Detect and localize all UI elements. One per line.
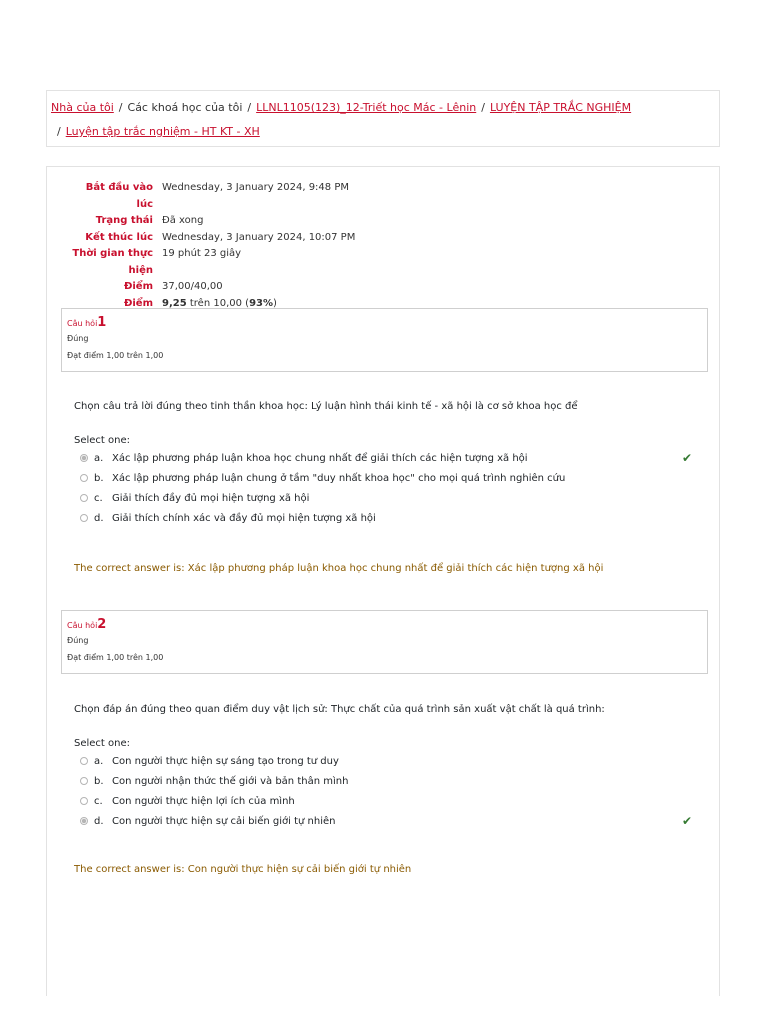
grade-text-end: ) — [273, 297, 277, 309]
answer-option-d[interactable] — [74, 811, 714, 831]
option-letter: c. — [94, 492, 103, 504]
summary-label: Điểm — [123, 281, 153, 292]
summary-row-marks — [70, 279, 355, 296]
answer-option-b[interactable] — [74, 771, 714, 791]
radio-button[interactable] — [80, 797, 88, 805]
option-letter: d. — [94, 815, 104, 827]
answer-option-b[interactable] — [74, 468, 714, 488]
option-letter: c. — [94, 795, 103, 807]
option-text: Con người thực hiện sự sáng tạo trong tư duy — [112, 755, 339, 767]
option-text: Con người nhận thức thế giới và bản thân mình — [112, 775, 349, 787]
breadcrumb-separator: / — [118, 101, 123, 114]
question-text: Chọn đáp án đúng theo quan điểm duy vật lịch sử: Thực chất của quá trình sản xuất vật chất là quá trình: — [74, 704, 605, 715]
answer-option-c[interactable] — [74, 488, 714, 508]
summary-row-state — [70, 213, 355, 230]
radio-button[interactable] — [80, 474, 88, 482]
summary-value: Đã xong — [162, 215, 204, 226]
breadcrumb-separator: / — [247, 101, 252, 114]
option-letter: d. — [94, 512, 104, 524]
radio-button[interactable] — [80, 757, 88, 765]
radio-button[interactable] — [80, 514, 88, 522]
summary-value: 37,00/40,00 — [162, 281, 223, 292]
answer-option-a[interactable] — [74, 448, 714, 468]
question-info-2 — [61, 610, 708, 674]
option-text: Con người thực hiện lợi ích của mình — [112, 795, 295, 807]
option-text: Con người thực hiện sự cải biến giới tự nhiên — [112, 815, 336, 827]
attempt-summary — [70, 180, 355, 312]
option-text: Giải thích chính xác và đầy đủ mọi hiện tượng xã hội — [112, 512, 376, 524]
question-info-1 — [61, 308, 708, 372]
option-text: Xác lập phương pháp luận chung ở tầm "duy nhất khoa học" cho mọi quá trình nghiên cứu — [112, 472, 566, 484]
breadcrumb-course-link[interactable]: LLNL1105(123)_12-Triết học Mác - Lênin — [256, 101, 477, 114]
answer-option-c[interactable] — [74, 791, 714, 811]
option-text: Xác lập phương pháp luận khoa học chung nhất để giải thích các hiện tượng xã hội — [112, 452, 528, 464]
question-status: Đúng — [67, 334, 89, 343]
correct-answer-feedback: The correct answer is: Xác lập phương pháp luận khoa học chung nhất để giải thích các hiện tượng xã hội — [74, 563, 604, 574]
check-icon: ✔ — [682, 814, 693, 828]
option-letter: b. — [94, 775, 104, 787]
summary-label: Điểm — [123, 297, 153, 309]
grade-percent: 93% — [249, 297, 273, 309]
question-2 — [74, 703, 714, 831]
summary-label: Thời gian thực hiện — [72, 248, 153, 276]
option-text: Giải thích đầy đủ mọi hiện tượng xã hội — [112, 492, 310, 504]
summary-value: Wednesday, 3 January 2024, 9:48 PM — [162, 182, 349, 193]
question-text: Chọn câu trả lời đúng theo tinh thần khoa học: Lý luận hình thái kinh tế - xã hội là cơ sở khoa học để — [74, 401, 578, 412]
summary-label: Trạng thái — [95, 215, 153, 226]
answer-option-d[interactable] — [74, 508, 714, 528]
summary-label: Kết thúc lúc — [85, 231, 153, 243]
question-mark: Đạt điểm 1,00 trên 1,00 — [67, 653, 164, 662]
summary-label: Bắt đầu vào lúc — [85, 182, 153, 210]
question-status: Đúng — [67, 636, 89, 645]
breadcrumb — [46, 90, 720, 147]
select-label: Select one: — [74, 738, 131, 749]
breadcrumb-quiz-link[interactable]: Luyện tập trắc nghiệm - HT KT - XH — [65, 125, 260, 138]
breadcrumb-separator: / — [481, 101, 485, 114]
breadcrumb-my-courses[interactable]: Các khoá học của tôi — [127, 101, 243, 114]
question-prefix: Câu hỏi — [67, 621, 98, 630]
question-1 — [74, 400, 714, 528]
summary-row-completed — [70, 230, 355, 247]
summary-value: Wednesday, 3 January 2024, 10:07 PM — [162, 231, 356, 243]
select-label: Select one: — [74, 435, 131, 446]
breadcrumb-home-link[interactable]: Nhà của tôi — [51, 101, 114, 114]
option-letter: b. — [94, 472, 104, 484]
option-letter: a. — [94, 755, 104, 767]
check-icon: ✔ — [682, 451, 693, 465]
question-mark: Đạt điểm 1,00 trên 1,00 — [67, 351, 164, 360]
answer-option-a[interactable] — [74, 751, 714, 771]
question-number-value: 1 — [97, 315, 107, 330]
option-letter: a. — [94, 452, 104, 464]
breadcrumb-section-link[interactable]: LUYỆN TẬP TRẮC NGHIỆM — [489, 101, 632, 114]
radio-button[interactable] — [80, 777, 88, 785]
grade-value: 9,25 — [162, 297, 187, 309]
radio-button[interactable] — [80, 817, 88, 825]
question-number — [67, 315, 707, 330]
radio-button[interactable] — [80, 494, 88, 502]
summary-value: 19 phút 23 giây — [162, 248, 242, 259]
breadcrumb-separator: / — [57, 125, 61, 138]
summary-row-started — [70, 180, 355, 213]
question-number — [67, 617, 707, 632]
correct-answer-feedback: The correct answer is: Con người thực hiện sự cải biến giới tự nhiên — [74, 864, 412, 875]
question-prefix: Câu hỏi — [67, 319, 98, 328]
radio-button[interactable] — [80, 454, 88, 462]
question-number-value: 2 — [97, 617, 107, 632]
grade-text: trên 10,00 ( — [186, 297, 250, 309]
summary-row-time-taken — [70, 246, 355, 279]
